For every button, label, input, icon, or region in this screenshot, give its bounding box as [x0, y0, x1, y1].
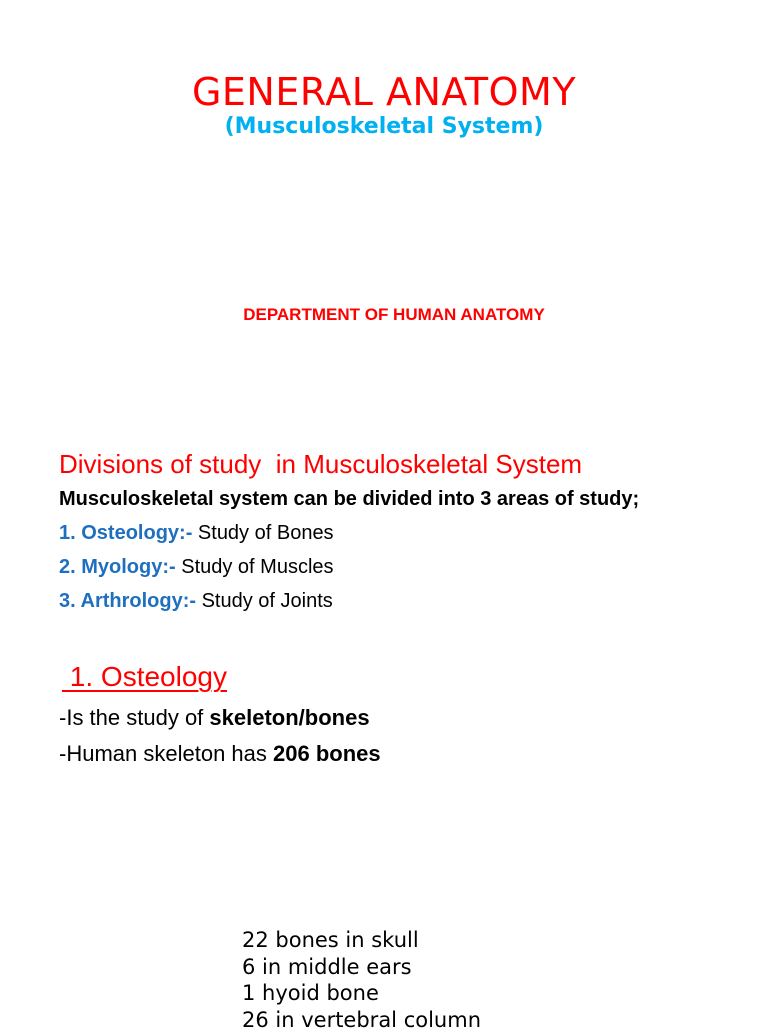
division-label: 3. Arthrology:-: [59, 590, 196, 612]
division-text: Study of Muscles: [176, 556, 334, 578]
bones-list-item: 26 in vertebral column: [242, 1007, 481, 1033]
bones-list-item: 1 hyoid bone: [242, 980, 481, 1007]
osteology-bone-count-bold: 206 bones: [273, 741, 381, 766]
page-title: GENERAL ANATOMY: [0, 70, 768, 114]
division-item-osteology: [59, 522, 334, 545]
bones-list: [242, 927, 481, 1033]
bones-list-item: 22 bones in skull: [242, 927, 481, 954]
department-name: DEPARTMENT OF HUMAN ANATOMY: [0, 305, 768, 325]
bones-list-item: 6 in middle ears: [242, 954, 481, 981]
osteology-bone-count-text: -Human skeleton has: [59, 741, 273, 766]
division-text: Study of Joints: [196, 590, 333, 612]
osteology-definition-bold: skeleton/bones: [209, 705, 369, 730]
division-item-arthrology: [59, 590, 333, 613]
divisions-intro: Musculoskeletal system can be divided into 3 areas of study;: [59, 488, 639, 511]
osteology-definition: [59, 705, 370, 731]
divisions-heading: Divisions of study in Musculoskeletal System: [59, 449, 582, 480]
page-subtitle: (Musculoskeletal System): [0, 114, 768, 139]
division-item-myology: [59, 556, 334, 579]
osteology-heading: 1. Osteology: [62, 661, 227, 693]
osteology-bone-count: [59, 741, 381, 767]
division-label: 2. Myology:-: [59, 556, 176, 578]
division-text: Study of Bones: [192, 522, 333, 544]
division-label: 1. Osteology:-: [59, 522, 192, 544]
osteology-definition-text: -Is the study of: [59, 705, 209, 730]
